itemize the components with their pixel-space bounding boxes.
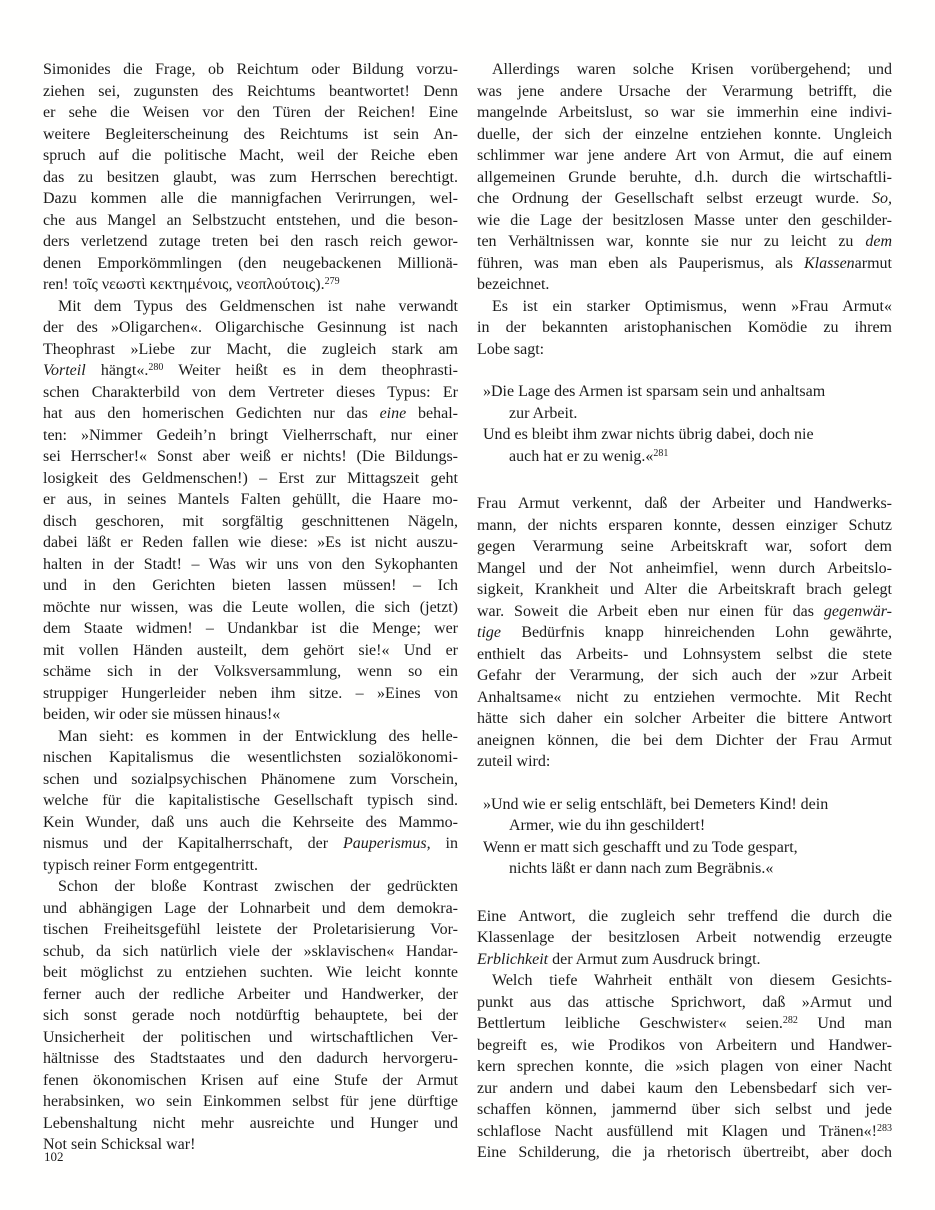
text-line: herabsinken, wo sein Einkommen selbst für jene dürftige [43,1093,458,1110]
text-line: aneignen können, die bei dem Dichter der Frau Armut [477,731,892,749]
text-line: möchte nur wissen, was die Leute wollen, die sich (jetzt) [43,598,458,616]
text-line: wie die Lage der besitzlosen Masse unter den geschilder- [477,211,892,229]
text-line: schäme sich in der Volksversammlung, wenn so ein [43,663,458,680]
italic-text: eine [379,405,407,422]
text-line: weitere Begleiterscheinung des Reichtums ist sein An- [43,125,458,143]
paragraph [477,59,892,296]
verse-line: Wenn er matt sich geschafft und zu Tode gespart, [483,838,798,856]
text-line: und in den Gerichten bieten lassen müssen! – Ich [43,577,458,594]
text-line: er aus, in seines Mantels Falten gehüllt, die Haare mo- [43,491,458,508]
paragraph [43,296,458,726]
text-line: nischen Kapitalismus die wesentlichsten sozialökonomi- [43,749,458,766]
italic-text: gegenwär- [823,602,892,620]
text-line: Schon der bloße Kontrast zwischen der gedrückten [58,878,458,895]
text-line: ferner auch der redliche Arbeiter und Handwerker, der [43,985,458,1003]
text-line: losigkeit des Geldmenschen!) – Erst zur Mittagszeit geht [43,469,458,487]
verse-line: »Und wie er selig entschläft, bei Demeters Kind! dein [483,795,829,813]
text-line: schlimmer war jene andere Art von Armut, die auf einem [477,147,892,164]
text-line: Klassenlage der besitzlosen Arbeit notwendig erzeugte [477,929,892,946]
text-line: Mangel und der Not anheimfiel, wenn durch Arbeitslo- [477,559,892,577]
text-line: schaffen können, jammernd über sich selbst und jede [477,1101,892,1118]
footnote-ref: 283 [877,1122,892,1134]
text-line: punkt aus das attische Sprichwort, daß »Armut und [477,993,892,1011]
text-line: sigkeit, Krankheit und Alter die Arbeitskraft brach gelegt [477,581,892,598]
text-line: Mit dem Typus des Geldmenschen ist nahe verwandt [58,297,458,315]
text-line: das zu besitzen glaubt, was zum Herrschen berechtigt. [43,168,458,186]
text-line: bezeichnet. [477,276,550,293]
text-line: enthielt das Arbeits- und Lohnsystem selbst die stete [477,645,892,663]
text-line: disch geschoren, mit sorgfältig geschnittenen Nägeln, [43,512,458,530]
text-line: dem Staate widmen! – Undankbar ist die Menge; wer [43,620,458,637]
paragraph [477,970,892,1164]
paragraph [477,296,892,361]
italic-text: Erblichkeit [477,950,549,968]
text-line: mangelnde Arbeitslust, so war sie immerhin eine indivi- [477,104,892,121]
text-line: Vorteil hängt«.$^{280}$ Weiter heißt es in dem theophrasti- [43,362,458,379]
text-line: dabei läßt er Reden fallen wie diese: »Es ist nicht auszu- [43,534,458,551]
text-line: halten in der Stadt! – Was wir uns von den Sykophanten [43,555,458,573]
italic-text: tige [477,624,501,641]
verse-line: auch hat er zu wenig.«$^{281}$ [509,447,669,465]
text-line: fenen ökonomischen Krisen auf eine Stufe der Armut [43,1071,458,1089]
verse-quote [477,381,892,467]
text-line: Welch tiefe Wahrheit enthält von diesem Gesichts- [492,972,892,989]
text-line: schlaflose Nacht ausfüllend mit Klagen und Tränen«!$^{283}$ [477,1122,892,1140]
italic-text: Klassen [804,254,855,272]
text-line: Man sieht: es kommen in der Entwicklung des helle- [58,727,458,745]
text-line: ten Verhältnissen war, konnte sie nur zu leicht zu dem [477,233,892,250]
text-line: Erblichkeit der Armut zum Ausdruck bringt. [477,950,761,968]
text-line: allgemeinen Grunde beruhte, d.h. durch die wirtschaftli- [477,168,892,186]
text-line: tige Bedürfnis knapp hinreichenden Lohn gewährte, [477,624,892,641]
footnote-ref: 279 [324,276,340,287]
text-line: che aus Mangel an Selbstzucht entstehen, und die beson- [43,211,458,229]
text-line: schub, da sich natürlich viele der »sklavischen« Handar- [43,942,458,960]
text-line: hat aus den homerischen Gedichten nur das eine behal- [43,405,458,422]
footnote-ref: 280 [148,362,164,373]
text-line: Gefahr der Verarmung, der sich auch der »zur Arbeit [477,667,892,684]
text-line: und abhängigen Lage der Lohnarbeit und dem demokra- [43,899,458,917]
text-line: Dazu kommen alle die mannigfachen Verirrungen, wel- [43,190,458,207]
text-line: mit vollen Händen austeilt, dem gehört sie!« Und er [43,641,458,659]
text-line: ren! τοῖς νεωστὶ κεκτημένοις, νεοπλούτοις).$^{279}$ [43,276,340,293]
text-line: Lobe sagt: [477,340,545,358]
text-line: beiden, wir oder sie müssen hinaus!« [43,706,281,723]
verse-line: »Die Lage des Armen ist sparsam sein und anhaltsam [483,383,826,400]
text-line: Theophrast »Liebe zur Macht, die zugleich stark am [43,340,458,358]
text-line: Lebenshaltung nicht mehr ausreichte und Hunger und [43,1114,458,1132]
text-line: tischen Freiheitsgefühl leistete der Proletarisierung Vor- [43,921,458,938]
verse-line: Armer, wie du ihn geschildert! [509,817,706,834]
verse-line: Und es bleibt ihm zwar nichts übrig dabei, doch nie [483,426,814,443]
paragraph [43,726,458,877]
text-line: mann, der nichts ersparen konnte, dessen einziger Schutz [477,516,892,534]
text-line: Anhaltsame« nicht zu entziehen vermochte. Mit Recht [477,688,892,706]
text-line: sich sonst gerade noch notdürftig behauptete, bei der [43,1007,458,1024]
text-line: Allerdings waren solche Krisen vorübergehend; und [492,61,892,78]
text-line: Unsicherheit der politischen und wirtschaftlichen Ver- [43,1028,458,1046]
paragraph [477,906,892,971]
verse-quote [477,794,892,880]
text-line: sei Herrscher!« Sonst aber weiß er nichts! (Die Bildungs- [43,448,458,465]
italic-text: So, [872,190,892,207]
page-number: 102 [44,1149,64,1164]
text-line: Eine Antwort, die zugleich sehr treffend die durch die [477,907,892,925]
text-line: Es ist ein starker Optimismus, wenn »Frau Armut« [492,297,892,315]
text-line: ziehen sei, zugunsten des Reichtums beantwortet! Denn [43,82,458,100]
text-line: hätte sich daher ein solcher Arbeiter die bittere Antwort [477,710,892,727]
text-line: hältnisse des Stadtstaates und den dadurch hervorgeru- [43,1050,458,1067]
text-line: Bettlertum leibliche Geschwister« seien.$^{282}$ Und man [477,1015,892,1032]
text-line: der des »Oligarchen«. Oligarchische Gesinnung ist nach [43,319,458,336]
text-column-left [43,59,458,1164]
paragraph [43,59,458,296]
italic-text: Vorteil [43,362,86,379]
verse-line: zur Arbeit. [509,404,578,422]
footnote-ref: 282 [782,1015,798,1026]
text-line: führen, was man eben als Pauperismus, als Klassenarmut [477,254,892,272]
footnote-ref: 281 [653,447,669,459]
text-line: denen Emporkömmlingen (den neugebackenen Millionä- [43,254,458,272]
text-column-right [477,59,892,1164]
text-line: typisch reiner Form entgegentritt. [43,856,259,874]
text-line: ders verletzend zutage treten bei den rasch reich gewor- [43,233,458,250]
text-line: struppiger Hungerleider neben ihm sitze. – »Eines von [43,684,458,702]
verse-line: nichts läßt er dann nach zum Begräbnis.« [509,860,774,877]
text-line: spruch auf die politische Macht, weil der Reiche eben [43,147,458,164]
paragraph [43,876,458,1156]
text-line: nismus und der Kapitalherrschaft, der Pauperismus, in [43,835,458,852]
paragraph [477,493,892,773]
text-line: kern sprechen konnte, die »sich plagen von einer Nacht [477,1058,892,1075]
text-line: che Ordnung der Gesellschaft selbst erzeugt wurde. So, [477,190,892,207]
text-line: schen und sozialpsychischen Phänomene zum Vorschein, [43,770,458,788]
text-line: was jene andere Ursache der Verarmung betrifft, die [477,82,892,100]
text-line: duelle, der sich der einzelne entziehen konnte. Ungleich [477,125,892,143]
text-line: Frau Armut verkennt, daß der Arbeiter und Handwerks- [477,495,892,512]
text-line: schen Charakterbild von dem Vertreter dieses Typus: Er [43,383,458,401]
text-line: begreift es, wie Prodikos von Arbeitern und Handwer- [477,1036,892,1054]
text-line: Not sein Schicksal war! [43,1136,196,1153]
text-line: war. Soweit die Arbeit eben nur einen für das gegenwär- [477,602,892,620]
text-line: Simonides die Frage, ob Reichtum oder Bildung vorzu- [43,61,458,78]
text-line: beit möglichst zu entziehen suchten. Wie leicht konnte [43,964,458,981]
italic-text: Pauperismus, [343,835,431,852]
text-line: er sehe die Weisen vor den Türen der Reichen! Eine [43,104,458,121]
text-line: Kein Wunder, daß uns auch die Kehrseite des Mammo- [43,813,458,831]
text-line: gegen Verarmung seine Arbeitskraft war, sofort dem [477,538,892,555]
text-line: in der bekannten aristophanischen Komödie zu ihrem [477,319,892,336]
text-line: ten: »Nimmer Gedeih’n bringt Vielherrschaft, nur einer [43,426,458,444]
text-line: zuteil wird: [477,753,551,770]
text-line: welche für die kapitalistische Gesellschaft typisch sind. [43,792,458,809]
text-line: Eine Schilderung, die ja rhetorisch übertreibt, aber doch [477,1144,892,1161]
text-line: zur andern und dabei kaum den Lebensbedarf sich ver- [477,1079,892,1097]
italic-text: dem [865,233,892,250]
